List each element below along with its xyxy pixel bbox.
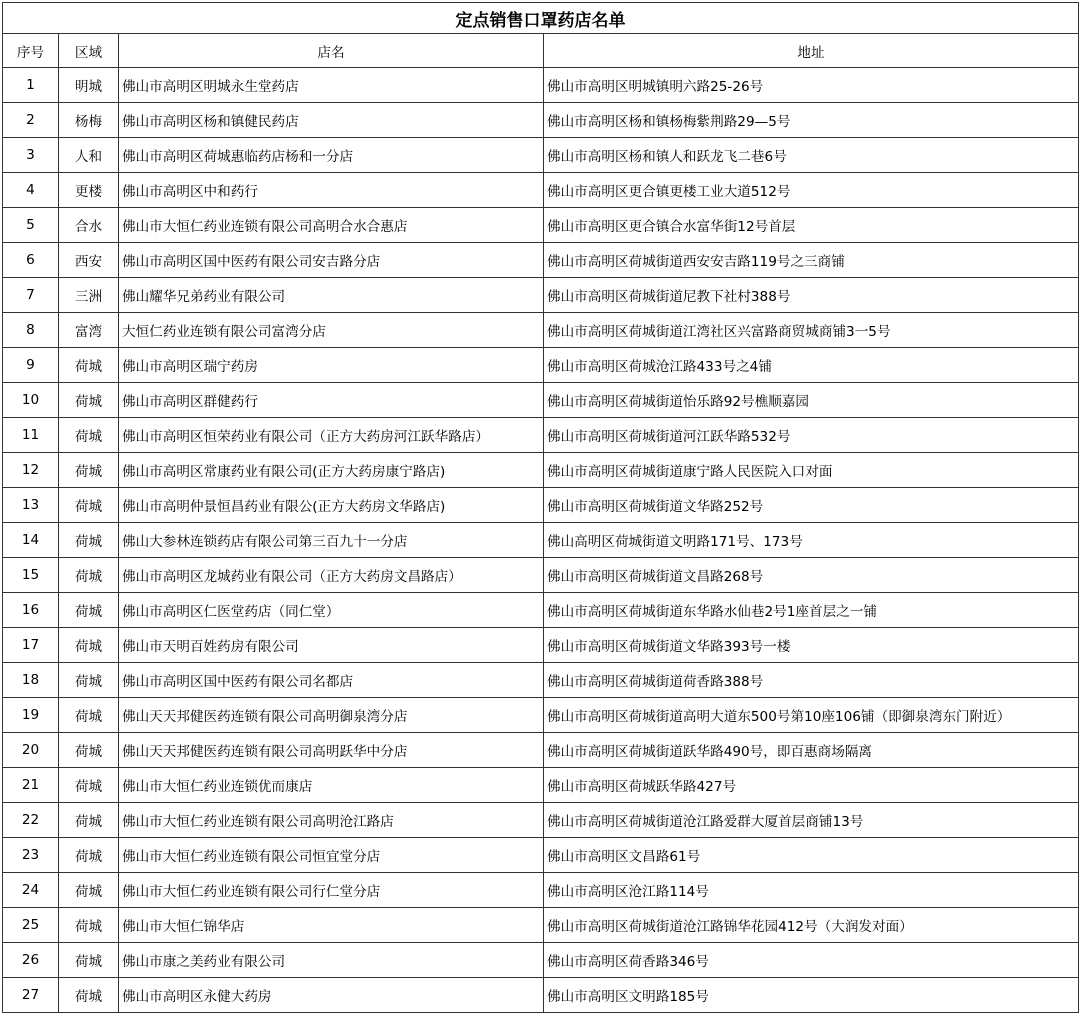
row-store-name: 佛山市高明区永健大药房 [119, 978, 544, 1013]
row-address: 佛山市高明区荷香路346号 [544, 943, 1079, 978]
row-store-name: 佛山市高明区仁医堂药店（同仁堂） [119, 593, 544, 628]
row-number: 20 [3, 733, 59, 768]
row-address: 佛山市高明区沧江路114号 [544, 873, 1079, 908]
row-address: 佛山市高明区荷城街道沧江路锦华花园412号（大润发对面） [544, 908, 1079, 943]
table-row [3, 873, 1079, 908]
row-address: 佛山市高明区荷城街道沧江路爱群大厦首层商铺13号 [544, 803, 1079, 838]
row-number: 8 [3, 313, 59, 348]
row-region: 荷城 [59, 383, 119, 418]
row-number: 27 [3, 978, 59, 1013]
row-number: 2 [3, 103, 59, 138]
row-address: 佛山市高明区荷城街道尼教下社村388号 [544, 278, 1079, 313]
row-number: 10 [3, 383, 59, 418]
table-row [3, 208, 1079, 243]
row-number: 25 [3, 908, 59, 943]
row-number: 24 [3, 873, 59, 908]
row-region: 荷城 [59, 628, 119, 663]
row-region: 三洲 [59, 278, 119, 313]
row-store-name: 佛山市大恒仁药业连锁优而康店 [119, 768, 544, 803]
row-number: 5 [3, 208, 59, 243]
table-row [3, 383, 1079, 418]
row-number: 23 [3, 838, 59, 873]
row-region: 荷城 [59, 523, 119, 558]
row-number: 6 [3, 243, 59, 278]
row-region: 荷城 [59, 803, 119, 838]
table-row [3, 803, 1079, 838]
sheet-title: 定点销售口罩药店名单 [3, 3, 1079, 34]
row-number: 17 [3, 628, 59, 663]
table-row [3, 943, 1079, 978]
row-store-name: 佛山市大恒仁药业连锁有限公司高明合水合惠店 [119, 208, 544, 243]
row-number: 18 [3, 663, 59, 698]
row-store-name: 佛山市大恒仁药业连锁有限公司行仁堂分店 [119, 873, 544, 908]
row-store-name: 佛山市高明仲景恒昌药业有限公(正方大药房文华路店) [119, 488, 544, 523]
row-store-name: 佛山市高明区荷城惠临药店杨和一分店 [119, 138, 544, 173]
table-row [3, 838, 1079, 873]
table-row [3, 68, 1079, 103]
row-number: 4 [3, 173, 59, 208]
row-address: 佛山市高明区荷城街道东华路水仙巷2号1座首层之一铺 [544, 593, 1079, 628]
header-number: 序号 [3, 34, 59, 68]
table-row [3, 173, 1079, 208]
row-store-name: 佛山市高明区明城永生堂药店 [119, 68, 544, 103]
row-store-name: 佛山市天明百姓药房有限公司 [119, 628, 544, 663]
row-store-name: 佛山市高明区群健药行 [119, 383, 544, 418]
row-region: 荷城 [59, 418, 119, 453]
table-row [3, 663, 1079, 698]
row-number: 11 [3, 418, 59, 453]
row-address: 佛山市高明区荷城街道康宁路人民医院入口对面 [544, 453, 1079, 488]
row-number: 12 [3, 453, 59, 488]
table-row [3, 523, 1079, 558]
row-store-name: 佛山市大恒仁锦华店 [119, 908, 544, 943]
row-address: 佛山市高明区文昌路61号 [544, 838, 1079, 873]
row-address: 佛山市高明区荷城街道西安安吉路119号之三商铺 [544, 243, 1079, 278]
row-region: 荷城 [59, 453, 119, 488]
row-store-name: 佛山市大恒仁药业连锁有限公司高明沧江路店 [119, 803, 544, 838]
table-row [3, 908, 1079, 943]
row-region: 荷城 [59, 698, 119, 733]
row-number: 9 [3, 348, 59, 383]
header-address: 地址 [544, 34, 1079, 68]
row-store-name: 大恒仁药业连锁有限公司富湾分店 [119, 313, 544, 348]
table-row [3, 243, 1079, 278]
row-address: 佛山高明区荷城街道文明路171号、173号 [544, 523, 1079, 558]
row-region: 人和 [59, 138, 119, 173]
table-row [3, 698, 1079, 733]
row-number: 13 [3, 488, 59, 523]
row-address: 佛山市高明区荷城街道跃华路490号，即百惠商场隔离 [544, 733, 1079, 768]
row-region: 荷城 [59, 908, 119, 943]
row-store-name: 佛山市高明区国中医药有限公司安吉路分店 [119, 243, 544, 278]
table-row [3, 488, 1079, 523]
row-region: 荷城 [59, 488, 119, 523]
row-region: 荷城 [59, 943, 119, 978]
row-address: 佛山市高明区荷城街道文昌路268号 [544, 558, 1079, 593]
row-address: 佛山市高明区更合镇合水富华街12号首层 [544, 208, 1079, 243]
row-number: 19 [3, 698, 59, 733]
row-store-name: 佛山市高明区中和药行 [119, 173, 544, 208]
row-region: 荷城 [59, 768, 119, 803]
row-region: 荷城 [59, 663, 119, 698]
row-store-name: 佛山市高明区杨和镇健民药店 [119, 103, 544, 138]
table-row [3, 978, 1079, 1013]
row-region: 荷城 [59, 873, 119, 908]
table-row [3, 453, 1079, 488]
row-region: 荷城 [59, 558, 119, 593]
row-store-name: 佛山市大恒仁药业连锁有限公司恒宜堂分店 [119, 838, 544, 873]
row-number: 1 [3, 68, 59, 103]
table-row [3, 313, 1079, 348]
row-store-name: 佛山市高明区国中医药有限公司名都店 [119, 663, 544, 698]
table-body [3, 68, 1079, 1013]
row-number: 21 [3, 768, 59, 803]
row-number: 16 [3, 593, 59, 628]
row-region: 荷城 [59, 733, 119, 768]
row-address: 佛山市高明区荷城街道河江跃华路532号 [544, 418, 1079, 453]
table-row [3, 348, 1079, 383]
table-row [3, 138, 1079, 173]
row-region: 合水 [59, 208, 119, 243]
row-store-name: 佛山天天邦健医药连锁有限公司高明跃华中分店 [119, 733, 544, 768]
table-row [3, 733, 1079, 768]
row-region: 荷城 [59, 838, 119, 873]
row-region: 荷城 [59, 348, 119, 383]
row-store-name: 佛山市高明区恒荣药业有限公司（正方大药房河江跃华路店） [119, 418, 544, 453]
row-store-name: 佛山大参林连锁药店有限公司第三百九十一分店 [119, 523, 544, 558]
table-row [3, 768, 1079, 803]
row-address: 佛山市高明区荷城沧江路433号之4铺 [544, 348, 1079, 383]
row-store-name: 佛山市高明区常康药业有限公司(正方大药房康宁路店) [119, 453, 544, 488]
row-store-name: 佛山市高明区龙城药业有限公司（正方大药房文昌路店） [119, 558, 544, 593]
row-number: 15 [3, 558, 59, 593]
row-address: 佛山市高明区荷城街道江湾社区兴富路商贸城商铺3一5号 [544, 313, 1079, 348]
row-address: 佛山市高明区文明路185号 [544, 978, 1079, 1013]
row-number: 3 [3, 138, 59, 173]
pharmacy-list-sheet [2, 2, 1079, 1013]
row-address: 佛山市高明区荷城街道文华路252号 [544, 488, 1079, 523]
row-address: 佛山市高明区荷城街道高明大道东500号第10座106铺（即御泉湾东门附近） [544, 698, 1079, 733]
header-store-name: 店名 [119, 34, 544, 68]
table-row [3, 418, 1079, 453]
table-row [3, 278, 1079, 313]
row-store-name: 佛山市高明区瑞宁药房 [119, 348, 544, 383]
row-address: 佛山市高明区明城镇明六路25-26号 [544, 68, 1079, 103]
row-address: 佛山市高明区荷城跃华路427号 [544, 768, 1079, 803]
row-region: 富湾 [59, 313, 119, 348]
table-row [3, 103, 1079, 138]
row-number: 26 [3, 943, 59, 978]
table-row [3, 558, 1079, 593]
row-number: 22 [3, 803, 59, 838]
table-row [3, 593, 1079, 628]
row-store-name: 佛山天天邦健医药连锁有限公司高明御泉湾分店 [119, 698, 544, 733]
pharmacy-table [2, 2, 1079, 1013]
row-number: 14 [3, 523, 59, 558]
row-region: 荷城 [59, 978, 119, 1013]
row-region: 杨梅 [59, 103, 119, 138]
row-store-name: 佛山耀华兄弟药业有限公司 [119, 278, 544, 313]
row-address: 佛山市高明区更合镇更楼工业大道512号 [544, 173, 1079, 208]
header-region: 区域 [59, 34, 119, 68]
row-region: 西安 [59, 243, 119, 278]
table-row [3, 628, 1079, 663]
row-store-name: 佛山市康之美药业有限公司 [119, 943, 544, 978]
row-address: 佛山市高明区荷城街道荷香路388号 [544, 663, 1079, 698]
row-address: 佛山市高明区荷城街道文华路393号一楼 [544, 628, 1079, 663]
row-region: 荷城 [59, 593, 119, 628]
row-address: 佛山市高明区杨和镇人和跃龙飞二巷6号 [544, 138, 1079, 173]
row-address: 佛山市高明区杨和镇杨梅紫荆路29—5号 [544, 103, 1079, 138]
row-address: 佛山市高明区荷城街道怡乐路92号樵顺嘉园 [544, 383, 1079, 418]
row-region: 明城 [59, 68, 119, 103]
row-region: 更楼 [59, 173, 119, 208]
row-number: 7 [3, 278, 59, 313]
